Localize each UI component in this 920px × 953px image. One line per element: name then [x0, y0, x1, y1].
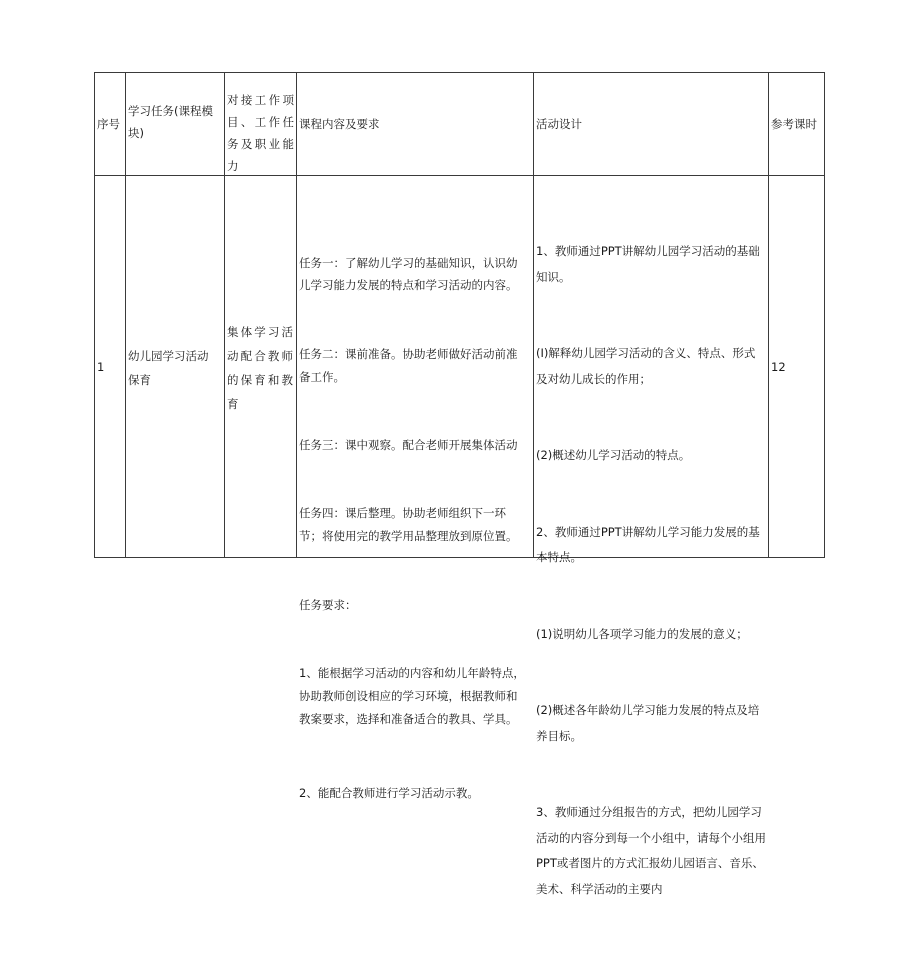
row1-task: 幼儿园学习活动保育 [128, 349, 209, 387]
activity-line: 2、教师通过PPT讲解幼儿学习能力发展的基本特点。 [536, 524, 760, 564]
header-task: 学习任务(课程模块) [128, 104, 213, 140]
content-line: 任务一：了解幼儿学习的基础知识，认识幼儿学习能力发展的特点和学习活动的内容。 [299, 255, 518, 293]
content-line: 2、能配合教师进行学习活动示教。 [299, 785, 479, 800]
row1-seq: 1 [97, 360, 105, 374]
row1-activity [536, 188, 766, 953]
content-line: 任务二：课前准备。协助老师做好活动前准备工作。 [299, 346, 518, 384]
activity-line: (1)说明幼儿各项学习能力的发展的意义； [536, 626, 748, 641]
content-line: 任务三：课中观察。配合老师开展集体活动 [299, 437, 518, 452]
activity-line: 1、教师通过PPT讲解幼儿园学习活动的基础知识。 [536, 244, 760, 284]
header-hours: 参考课时 [771, 117, 817, 131]
header-seq: 序号 [97, 117, 120, 131]
row1-hours: 12 [771, 360, 786, 374]
row1-job: 集体学习活动配合教师的保育和教育 [227, 325, 293, 411]
content-line: 任务四：课后整理。协助老师组织下一环节；将使用完的教学用品整理放到原位置。 [299, 506, 518, 544]
activity-line: 3、教师通过分组报告的方式，把幼儿园学习活动的内容分到每一个小组中，请每个小组用PPT或者图片的方式汇报幼儿园语言、音乐、美术、科学活动的主要内 [536, 805, 766, 896]
row1-content [299, 206, 527, 850]
content-line: 任务要求： [299, 597, 357, 612]
header-activity: 活动设计 [536, 117, 582, 131]
header-content: 课程内容及要求 [299, 117, 380, 131]
header-job: 对接工作项目、工作任务及职业能力 [227, 93, 294, 173]
content-line: 1、能根据学习活动的内容和幼儿年龄特点，协助教师创设相应的学习环境，根据教师和教案要求，选择和准备适合的教具、学具。 [299, 665, 525, 726]
activity-line: (2)概述幼儿学习活动的特点。 [536, 448, 691, 462]
activity-line: (I)解释幼儿园学习活动的含义、特点、形式及对幼儿成长的作用； [536, 346, 756, 386]
activity-line: (2)概述各年龄幼儿学习能力发展的特点及培养目标。 [536, 703, 760, 743]
